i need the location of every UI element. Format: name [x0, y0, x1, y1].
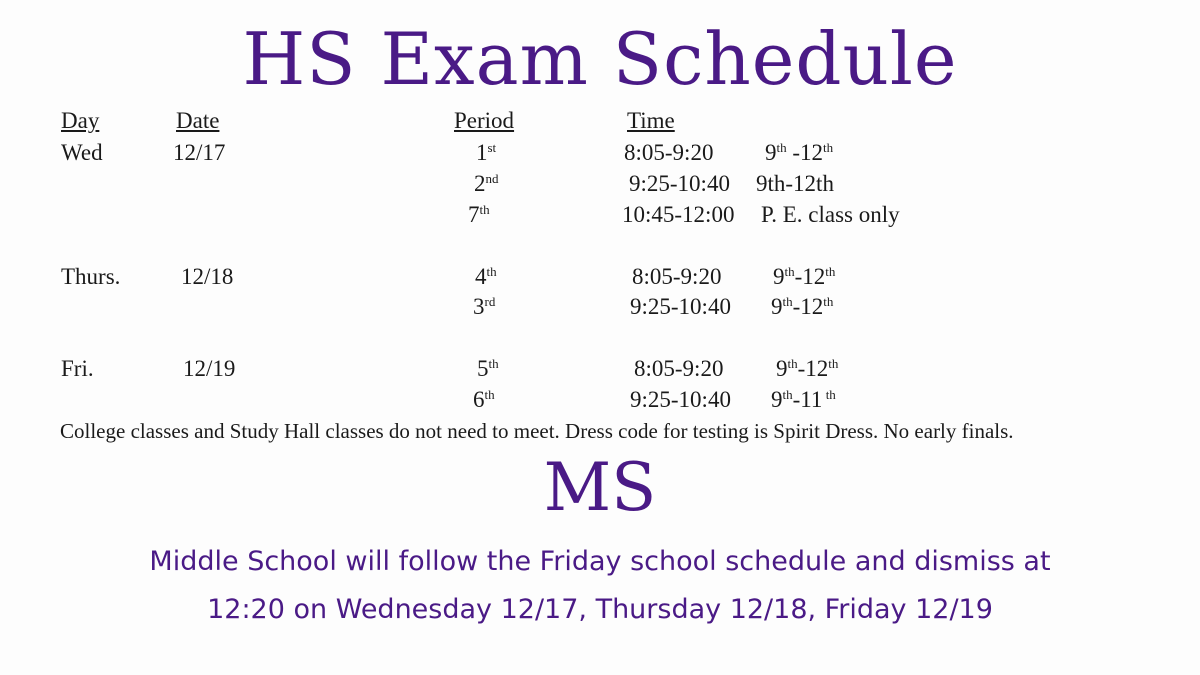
row-period: 3rd: [473, 294, 496, 319]
row-period: 5th: [477, 356, 499, 381]
row-period: 1st: [476, 140, 497, 165]
row-time: 9:25-10:40: [630, 387, 731, 412]
row-grades: 9th-11 $^{th}$: [771, 387, 836, 412]
row-grades: 9th-12th: [756, 171, 834, 196]
row-grades: 9th-12th: [776, 356, 839, 381]
ms-schedule-line-2: 12:20 on Wednesday 12/17, Thursday 12/18, Friday 12/19: [207, 594, 993, 625]
row-date: 12/17: [173, 140, 226, 165]
header-day: Day: [61, 108, 100, 133]
row-grades: P. E. class only: [761, 202, 900, 227]
header-date: Date: [176, 108, 220, 133]
header-period: Period: [454, 108, 515, 133]
row-grades: 9th-12th: [773, 264, 836, 289]
ms-schedule-line-1: Middle School will follow the Friday school schedule and dismiss at: [149, 546, 1051, 577]
row-period: 6th: [473, 387, 495, 412]
ms-heading: MS: [543, 449, 657, 526]
row-time: 8:05-9:20: [632, 264, 722, 289]
row-grades: 9th-12th: [771, 294, 834, 319]
row-time: 8:05-9:20: [634, 356, 724, 381]
row-time: 10:45-12:00: [622, 202, 735, 227]
row-period: 2nd: [474, 171, 499, 196]
row-grades: 9th -12th: [765, 140, 834, 165]
row-date: 12/19: [183, 356, 236, 381]
row-day: Fri.: [61, 356, 94, 381]
row-date: 12/18: [181, 264, 234, 289]
row-period: 4th: [475, 264, 497, 289]
row-time: 9:25-10:40: [630, 294, 731, 319]
row-time: 9:25-10:40: [629, 171, 730, 196]
row-period: 7th: [468, 202, 490, 227]
row-day: Thurs.: [61, 264, 121, 289]
header-time: Time: [627, 108, 675, 133]
row-day: Wed: [61, 140, 103, 165]
page-title: HS Exam Schedule: [242, 17, 958, 101]
schedule-note: College classes and Study Hall classes do not need to meet. Dress code for testing is Spirit Dress. No early finals.: [60, 419, 1014, 443]
row-time: 8:05-9:20: [624, 140, 714, 165]
